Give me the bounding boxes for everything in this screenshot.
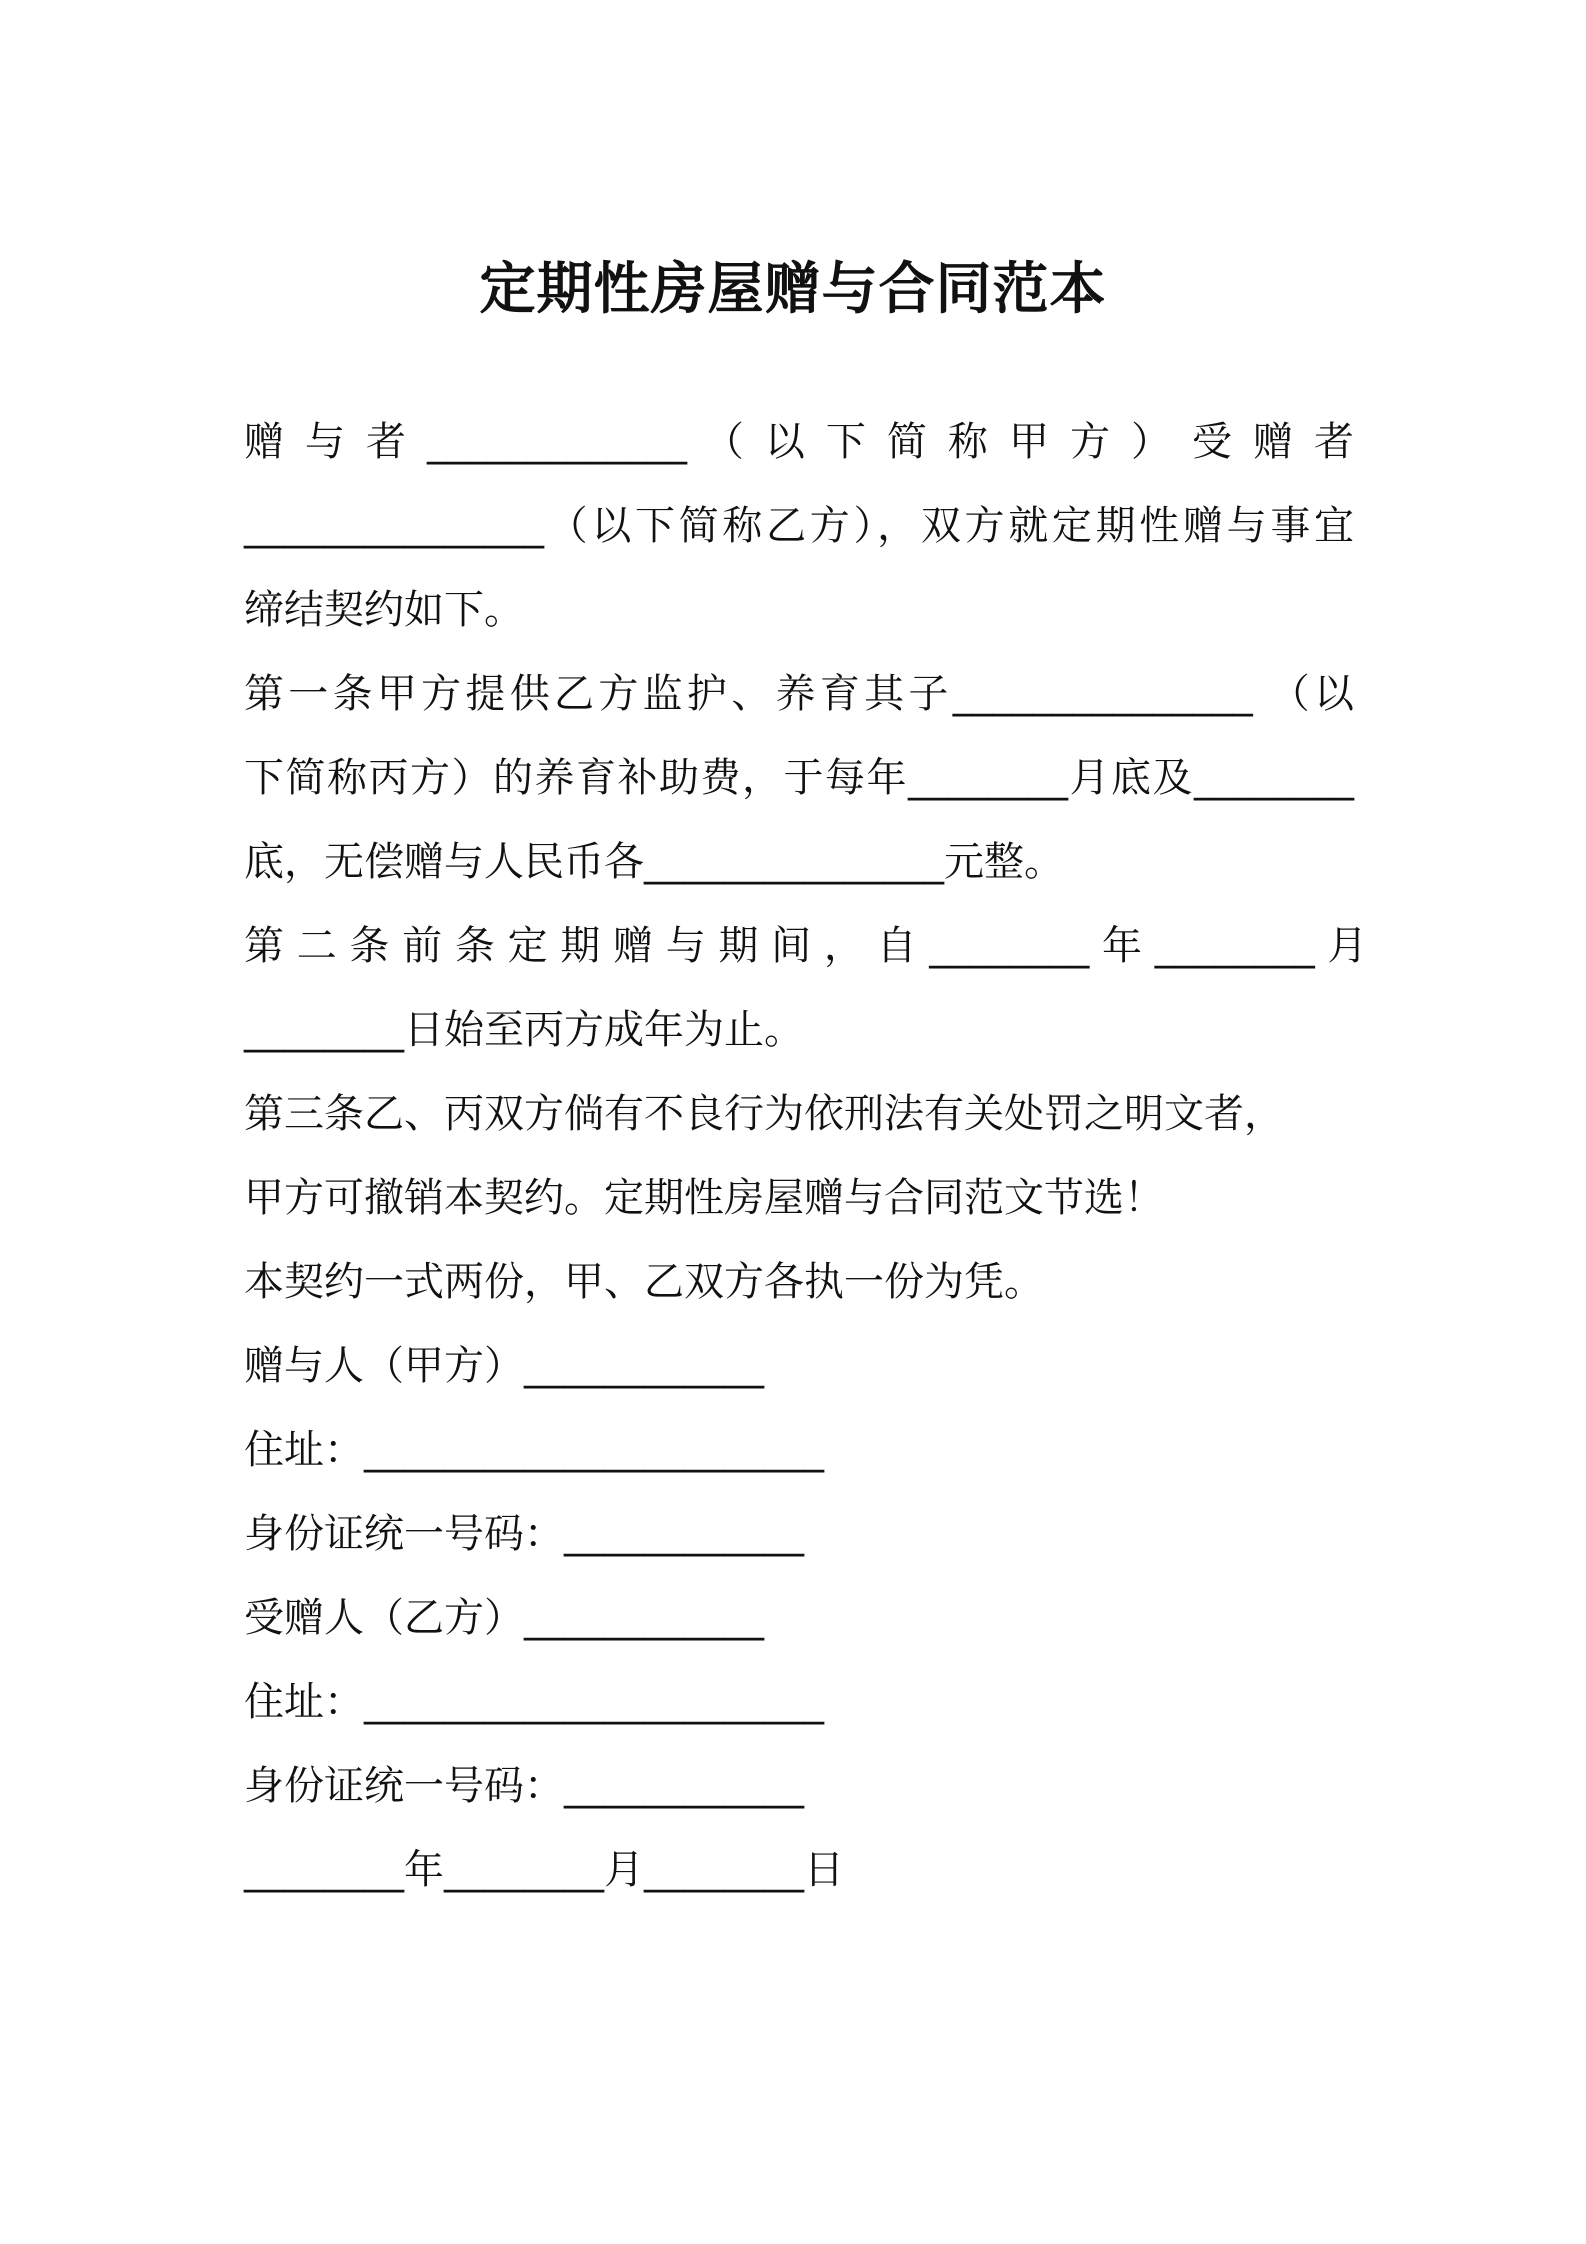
- donor-signature-line: 赠与人（甲方）____________: [244, 1343, 764, 1389]
- contract-copies-line: 本契约一式两份，甲、乙双方各执一份为凭。: [244, 1259, 1044, 1305]
- donee-address-line: 住址：_______________________: [244, 1679, 824, 1725]
- contract-clause-2-line: 第 二 条 前 条 定 期 赠 与 期 间 ， 自 ________ 年 ________ 月: [244, 923, 1368, 969]
- contract-clause-3-line: 甲方可撤销本契约。定期性房屋赠与合同范文节选！: [244, 1175, 1164, 1221]
- donee-signature-line: 受赠人（乙方）____________: [244, 1595, 764, 1641]
- contract-clause-2-line: ________日始至丙方成年为止。: [244, 1007, 804, 1053]
- donor-id-line: 身份证统一号码：____________: [244, 1511, 804, 1557]
- contract-clause-1-line: 底，无偿赠与人民币各_______________元整。: [244, 839, 1064, 885]
- contract-clause-1-line: 第一条甲方提供乙方监护、养育其子_______________ （以: [244, 671, 1354, 717]
- contract-line: 缔结契约如下。: [244, 587, 524, 633]
- donee-id-line: 身份证统一号码：____________: [244, 1763, 804, 1809]
- document-title: 定期性房屋赠与合同范本: [479, 257, 1107, 322]
- contract-line: 赠 与 者 _____________ （ 以 下 简 称 甲 方 ） 受 赠 者: [244, 419, 1354, 465]
- contract-clause-3-line: 第三条乙、丙双方倘有不良行为依刑法有关处罚之明文者，: [244, 1091, 1284, 1137]
- contract-clause-1-line: 下简称丙方）的养育补助费，于每年________月底及________: [244, 755, 1354, 801]
- date-line: ________年________月________日: [244, 1847, 844, 1893]
- contract-line: _______________（以下简称乙方），双方就定期性赠与事宜: [244, 503, 1354, 549]
- donor-address-line: 住址：_______________________: [244, 1427, 824, 1473]
